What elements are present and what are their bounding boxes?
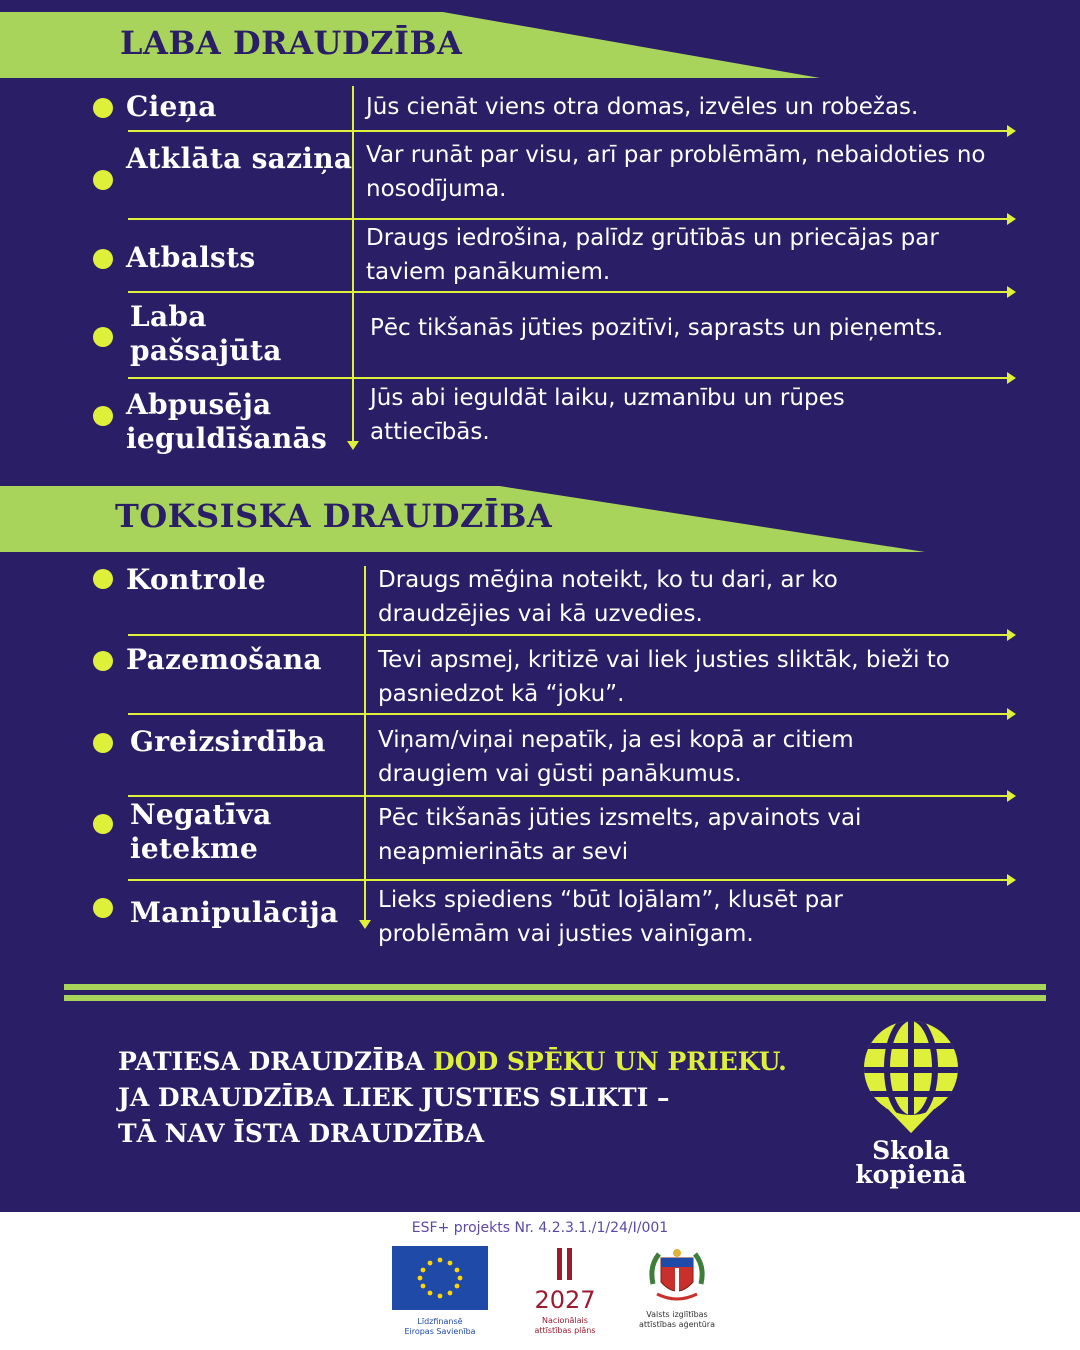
bullet-icon — [93, 651, 113, 671]
good-row-divider — [128, 218, 1008, 220]
eu-flag-icon — [392, 1246, 488, 1310]
eu-label-2: Eiropas Savienība — [404, 1327, 476, 1336]
arrow-right-icon — [1007, 372, 1016, 384]
viaa-logo — [632, 1246, 722, 1330]
eu-logo — [392, 1246, 488, 1337]
skola-kopiena-logo — [846, 1018, 976, 1193]
bullet-icon — [93, 98, 113, 118]
arrow-right-icon — [1007, 629, 1016, 641]
good-section-title: LABA DRAUDZĪBA — [120, 24, 463, 62]
toxic-term-control: Kontrole — [126, 563, 266, 596]
footer — [0, 1212, 1080, 1350]
toxic-desc-manipulation: Lieks spiediens “būt lojālam”, klusēt par problēmām vai justies vainīgam. — [378, 887, 843, 947]
bullet-icon — [93, 569, 113, 589]
toxic-term-negative-influence: Negatīva ietekme — [130, 798, 272, 865]
toxic-desc-jealousy: Viņam/viņai nepatīk, ja esi kopā ar citiem draugiem vai gūsti panākumus. — [378, 727, 854, 787]
good-desc-mutual-investment: Jūs abi ieguldāt laiku, uzmanību un rūpes attiecībās. — [370, 385, 845, 445]
good-term-mutual-investment: Abpusēja ieguldīšanās — [126, 388, 328, 455]
toxic-down-arrow-icon — [359, 920, 371, 929]
bullet-icon — [93, 327, 113, 347]
bullet-icon — [93, 406, 113, 426]
nap-label-1: Nacionālais — [542, 1316, 588, 1325]
toxic-row-divider — [128, 713, 1008, 715]
nap-year: 2027 — [534, 1286, 596, 1314]
good-row-divider — [128, 377, 1008, 379]
arrow-right-icon — [1007, 286, 1016, 298]
good-desc-respect: Jūs cienāt viens otra domas, izvēles un robežas. — [366, 94, 919, 120]
toxic-divider-vertical — [364, 566, 366, 922]
logo-text-line2: kopienā — [855, 1160, 967, 1189]
bullet-icon — [93, 898, 113, 918]
good-desc-wellbeing: Pēc tikšanās jūties pozitīvi, saprasts un pieņemts. — [370, 315, 944, 341]
globe-icon — [846, 1018, 976, 1138]
good-term-respect: Cieņa — [126, 90, 217, 123]
arrow-right-icon — [1007, 213, 1016, 225]
toxic-desc-negative-influence: Pēc tikšanās jūties izsmelts, apvainots vai neapmierināts ar sevi — [378, 805, 862, 865]
nap-label-2: attīstības plāns — [534, 1326, 596, 1335]
good-term-wellbeing: Laba pašsajūta — [130, 300, 282, 367]
closing-line3: TĀ NAV ĪSTA DRAUDZĪBA — [118, 1119, 485, 1148]
toxic-term-manipulation: Manipulācija — [130, 896, 339, 929]
arrow-right-icon — [1007, 874, 1016, 886]
coat-of-arms-icon — [645, 1246, 709, 1306]
separator-line — [64, 984, 1046, 990]
toxic-desc-humiliation: Tevi apsmej, kritizē vai liek justies sliktāk, bieži to pasniedzot kā “joku”. — [378, 647, 950, 707]
closing-line2: JA DRAUDZĪBA LIEK JUSTIES SLIKTI – — [118, 1083, 670, 1112]
closing-line1-highlight: DOD SPĒKU UN PRIEKU. — [433, 1047, 787, 1076]
good-row-divider — [128, 291, 1008, 293]
closing-line1-a: PATIESA DRAUDZĪBA — [118, 1047, 434, 1076]
viaa-label-1: Valsts izglītības — [646, 1310, 708, 1319]
toxic-term-jealousy: Greizsirdība — [130, 725, 326, 758]
toxic-row-divider — [128, 879, 1008, 881]
toxic-section-title: TOKSISKA DRAUDZĪBA — [115, 497, 553, 535]
bullet-icon — [93, 249, 113, 269]
good-term-open-communication: Atklāta saziņa — [126, 142, 353, 175]
arrow-right-icon — [1007, 125, 1016, 137]
logo-text-line1: Skola — [872, 1136, 950, 1165]
project-number: ESF+ projekts Nr. 4.2.3.1./1/24/I/001 — [411, 1220, 669, 1236]
toxic-desc-control: Draugs mēģina noteikt, ko tu dari, ar ko draudzējies vai kā uzvedies. — [378, 567, 838, 627]
nap-2027-logo — [522, 1244, 608, 1336]
toxic-row-divider — [128, 795, 1008, 797]
good-term-support: Atbalsts — [126, 241, 256, 274]
closing-statement — [118, 1044, 787, 1152]
arrow-right-icon — [1007, 790, 1016, 802]
bullet-icon — [93, 733, 113, 753]
toxic-term-humiliation: Pazemošana — [126, 643, 322, 676]
bullet-icon — [93, 170, 113, 190]
separator-line — [64, 995, 1046, 1001]
bullet-icon — [93, 814, 113, 834]
eu-label-1: Līdzfinansē — [417, 1317, 463, 1326]
toxic-row-divider — [128, 634, 1008, 636]
good-row-divider — [128, 130, 1008, 132]
good-desc-support: Draugs iedrošina, palīdz grūtībās un priecājas par taviem panākumiem. — [366, 225, 939, 285]
good-desc-open-communication: Var runāt par visu, arī par problēmām, nebaidoties no nosodījuma. — [366, 142, 986, 202]
viaa-label-2: attīstības aģentūra — [639, 1320, 715, 1329]
nap-bars-icon — [522, 1244, 608, 1282]
